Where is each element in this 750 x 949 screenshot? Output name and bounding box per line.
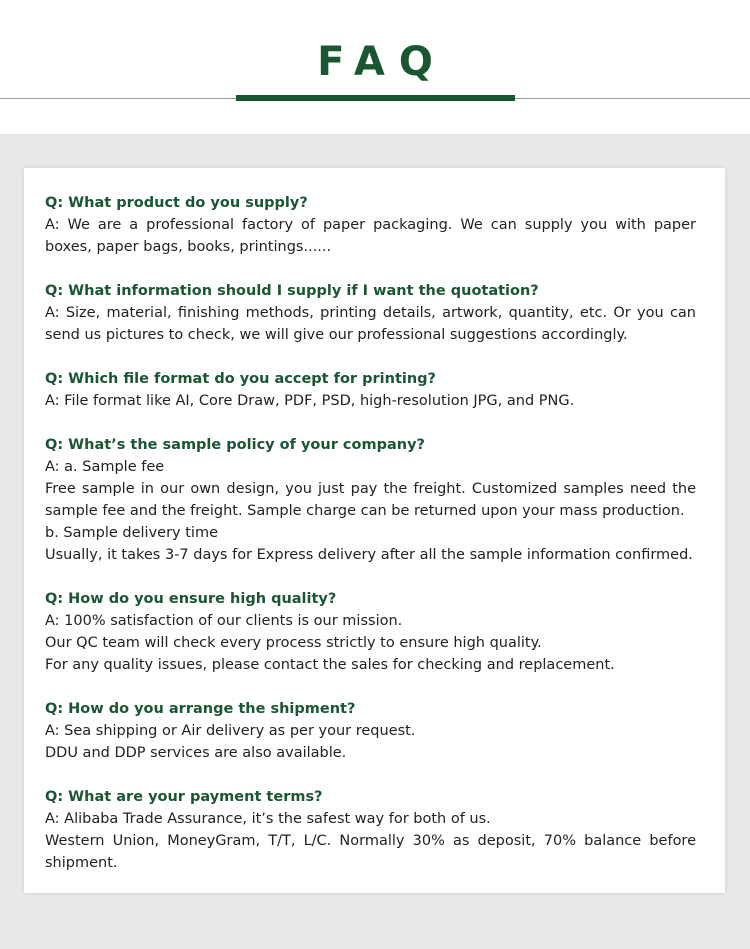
- faq-answer-line: A: We are a professional factory of paper packaging. We can supply you with paper boxes, paper bags, books, printings......: [45, 217, 696, 255]
- faq-question: Q: How do you ensure high quality?: [45, 591, 337, 607]
- faq-question: Q: What’s the sample policy of your company?: [45, 437, 425, 453]
- faq-item: [45, 368, 696, 412]
- faq-answer-line: A: Size, material, finishing methods, printing details, artwork, quantity, etc. Or you can send us pictures to check, we will give our professional suggestions accordingly.: [45, 305, 696, 343]
- faq-answer-line: Free sample in our own design, you just pay the freight. Customized samples need the sample fee and the freight. Sample charge can be returned upon your mass production.: [45, 481, 696, 519]
- faq-question: Q: What information should I supply if I want the quotation?: [45, 283, 539, 299]
- title-underline-bar: [236, 95, 515, 101]
- faq-answer-line: A: a. Sample fee: [45, 459, 165, 475]
- faq-item: [45, 698, 696, 764]
- faq-question: Q: What product do you supply?: [45, 195, 308, 211]
- faq-answer-line: Western Union, MoneyGram, T/T, L/C. Normally 30% as deposit, 70% balance before shipment.: [45, 833, 696, 871]
- content-background: [0, 134, 750, 949]
- faq-item: [45, 280, 696, 346]
- faq-item: [45, 192, 696, 258]
- faq-answer-line: A: Alibaba Trade Assurance, it’s the safest way for both of us.: [45, 811, 491, 827]
- faq-question: Q: What are your payment terms?: [45, 789, 323, 805]
- faq-item: [45, 588, 696, 676]
- faq-answer-line: b. Sample delivery time: [45, 525, 218, 541]
- faq-answer-line: Usually, it takes 3-7 days for Express delivery after all the sample information confirmed.: [45, 547, 693, 563]
- faq-answer-line: A: File format like AI, Core Draw, PDF, PSD, high-resolution JPG, and PNG.: [45, 393, 575, 409]
- faq-answer-line: For any quality issues, please contact the sales for checking and replacement.: [45, 657, 615, 673]
- faq-item: [45, 434, 696, 566]
- faq-item: [45, 786, 696, 874]
- page-title: FAQ: [317, 39, 447, 85]
- faq-question: Q: Which file format do you accept for printing?: [45, 371, 436, 387]
- faq-header: [0, 0, 750, 134]
- faq-question: Q: How do you arrange the shipment?: [45, 701, 356, 717]
- faq-answer-line: A: Sea shipping or Air delivery as per your request.: [45, 723, 416, 739]
- faq-answer-line: DDU and DDP services are also available.: [45, 745, 347, 761]
- faq-card: [24, 168, 725, 893]
- faq-answer-line: Our QC team will check every process strictly to ensure high quality.: [45, 635, 542, 651]
- faq-answer-line: A: 100% satisfaction of our clients is our mission.: [45, 613, 403, 629]
